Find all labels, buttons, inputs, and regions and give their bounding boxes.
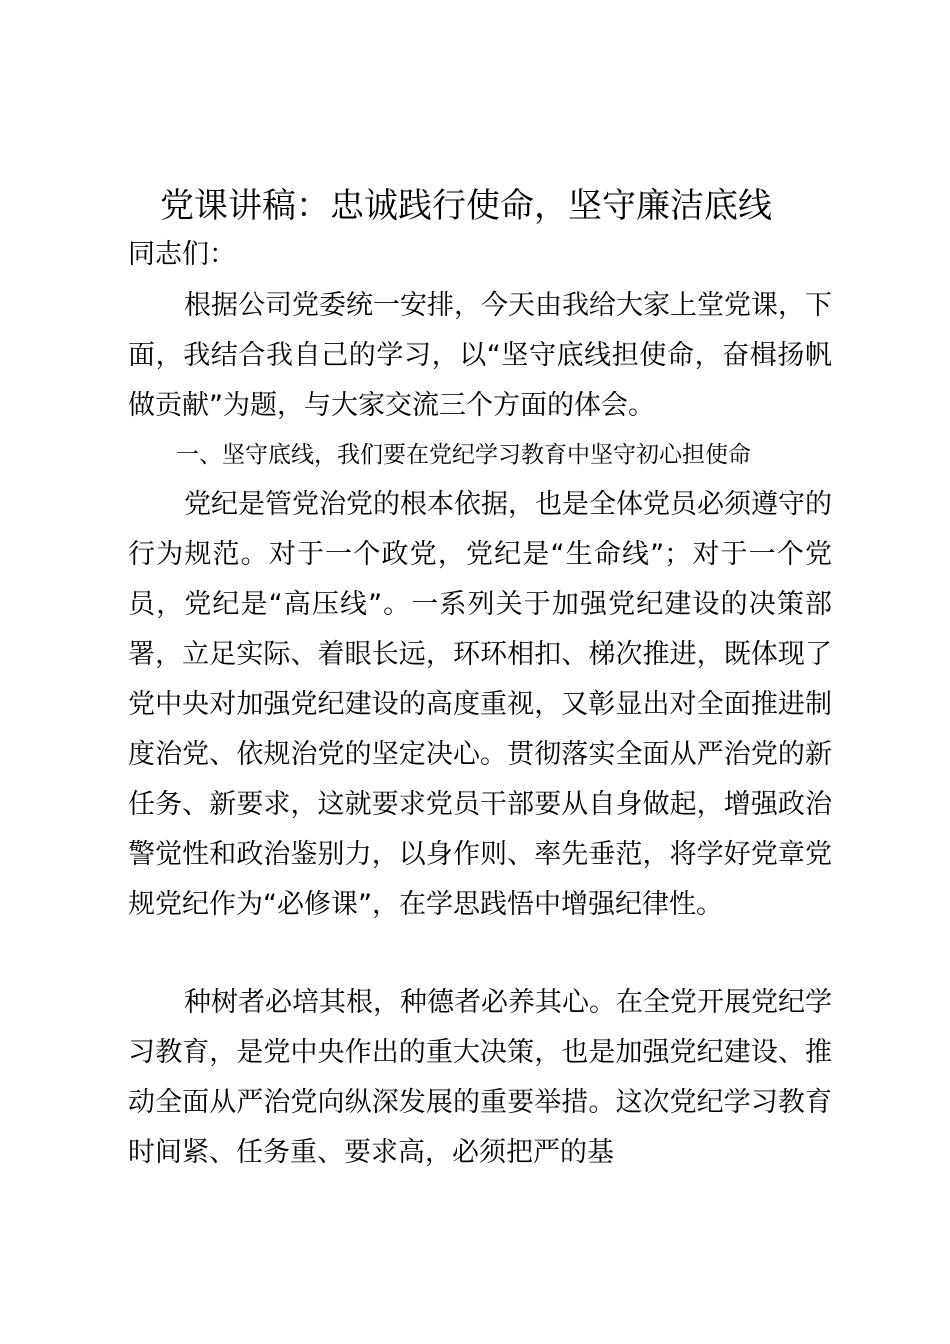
section-heading-1: 一、坚守底线，我们要在党纪学习教育中坚守初心担使命 (176, 442, 751, 468)
paragraph-intro: 根据公司党委统一安排，今天由我给大家上堂党课，下面，我结合我自己的学习，以“坚守底线担使命，奋楫扬帆做贡献”为题，与大家交流三个方面的体会。 (128, 290, 832, 421)
salutation: 同志们： (128, 239, 236, 270)
paragraph-party-discipline: 党纪是管党治党的根本依据，也是全体党员必须遵守的行为规范。对于一个政党，党纪是“生命线”；对于一个党员，党纪是“高压线”。一系列关于加强党纪建设的决策部署，立足实际、着眼长远，环环相扣、梯次推进，既体现了党中央对加强党纪建设的高度重视，又彰显出对全面推进制度治党、依规治党的坚定决心。贯彻落实全面从严治党的新任务、新要求，这就要求党员干部要从自身做起，增强政治警觉性和政治鉴别力，以身作则、率先垂范，将学好党章党规党纪作为“必修课”，在学思践悟中增强纪律性。 (128, 489, 832, 920)
paragraph-education: 种树者必培其根，种德者必养其心。在全党开展党纪学习教育，是党中央作出的重大决策，也是加强党纪建设、推动全面从严治党向纵深发展的重要举措。这次党纪学习教育时间紧、任务重、要求高，必须把严的基 (128, 987, 832, 1168)
document-title: 党课讲稿：忠诚践行使命，坚守廉洁底线 (160, 186, 772, 226)
